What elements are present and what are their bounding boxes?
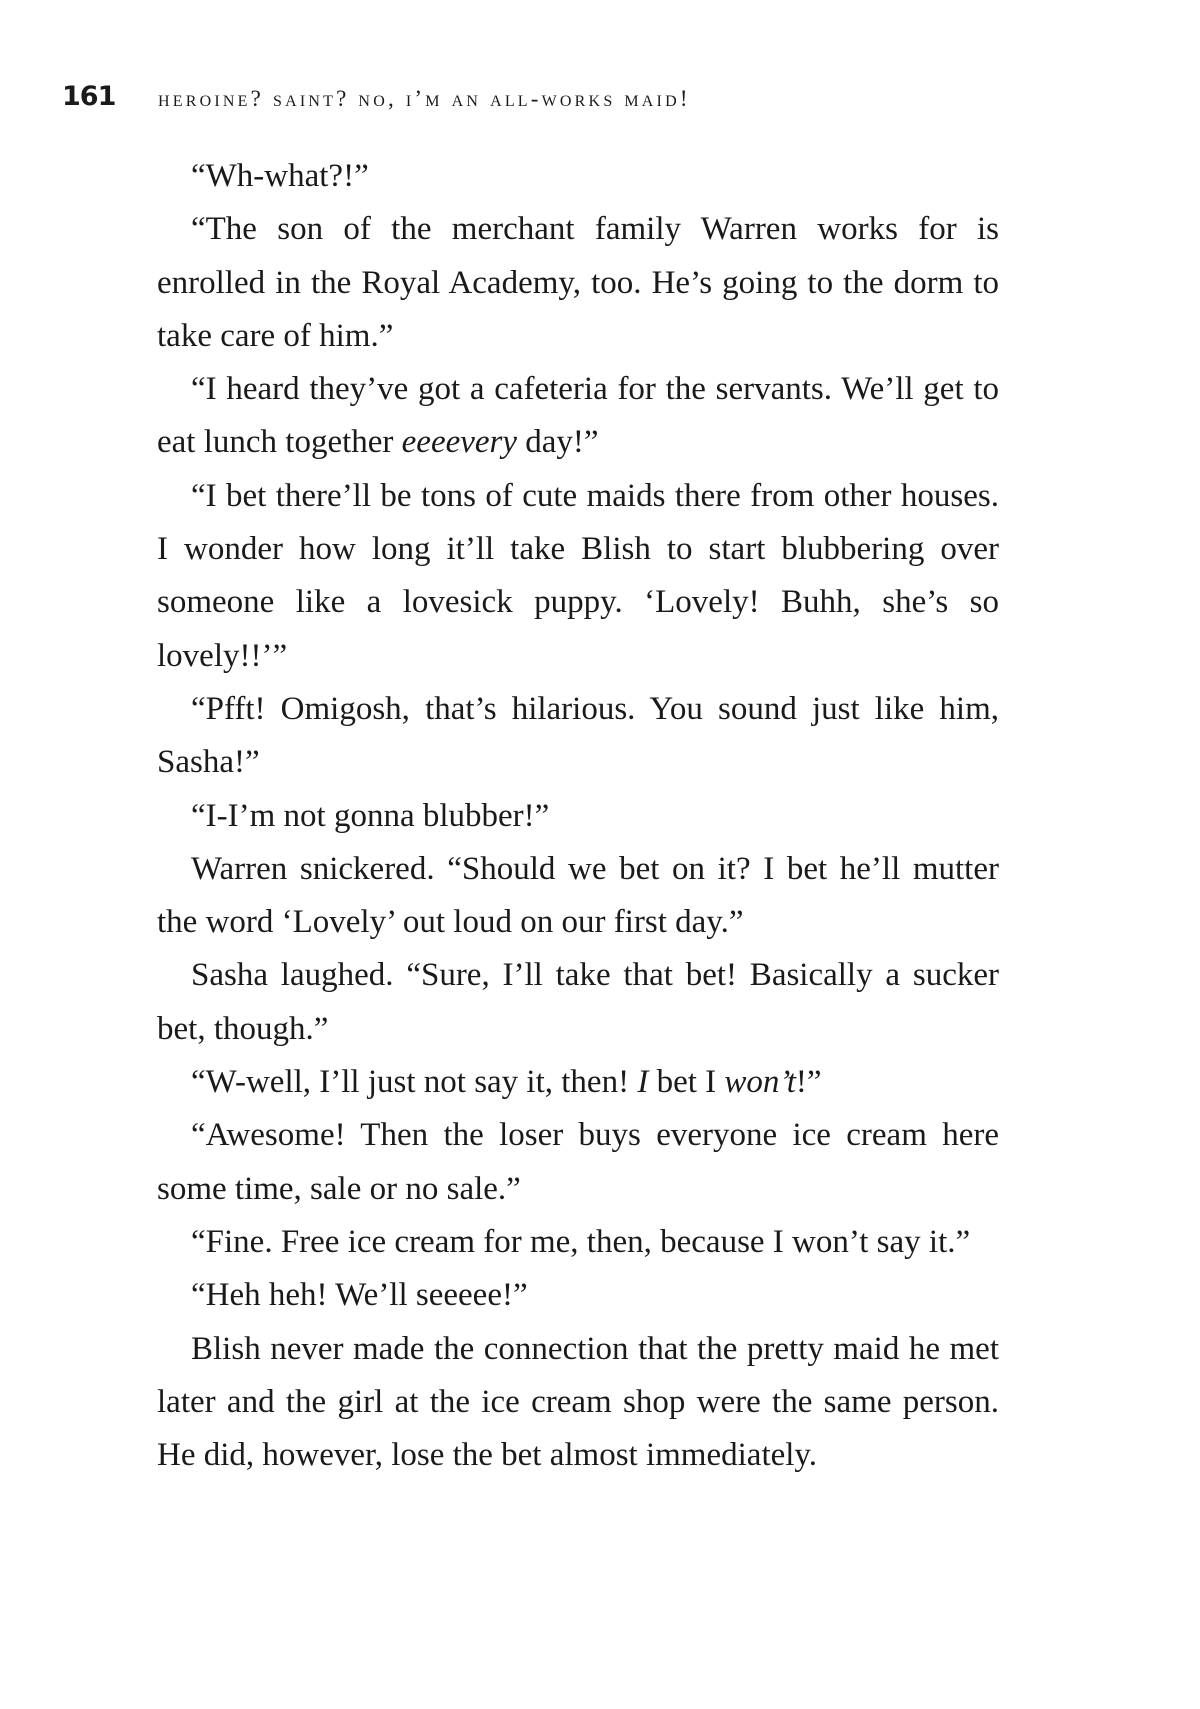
- paragraph: [157, 1056, 999, 1109]
- paragraph-text: “Heh heh! We’ll seeeee!”: [191, 1277, 528, 1314]
- paragraph: [157, 790, 999, 843]
- paragraph-text: day!”: [517, 424, 599, 461]
- paragraph-text: Warren snickered. “Should we bet on it? I bet he’ll mutter the word ‘Lovely’ out loud on our first day.”: [157, 850, 999, 941]
- paragraph-text: “I-I’m not gonna blubber!”: [191, 797, 550, 834]
- paragraph-text: “Awesome! Then the loser buys everyone ice cream here some time, sale or no sale.”: [157, 1117, 999, 1207]
- paragraph-text: “I bet there’ll be tons of cute maids there from other houses. I wonder how long it’ll take Blish to start blubbering over someone like a lovesick puppy. ‘Lovely! Buhh, she’s so lovely!!’”: [157, 477, 999, 674]
- paragraph: [157, 150, 999, 203]
- paragraph: [157, 683, 999, 790]
- body-text: [157, 150, 999, 1482]
- emphasis-text: won’t: [724, 1064, 796, 1101]
- paragraph: [157, 1269, 999, 1322]
- paragraph-text: “Wh-what?!”: [191, 158, 369, 194]
- paragraph: [157, 949, 999, 1056]
- paragraph: [157, 1109, 999, 1216]
- paragraph-text: !”: [795, 1064, 822, 1101]
- page-number: 161: [62, 81, 116, 112]
- paragraph: [157, 1323, 999, 1483]
- paragraph: [157, 470, 999, 683]
- paragraph-text: Sasha laughed. “Sure, I’ll take that bet! Basically a sucker bet, though.”: [157, 957, 999, 1047]
- paragraph-text: “I heard they’ve got a cafeteria for the servants. We’ll get to eat lunch together: [157, 371, 999, 461]
- paragraph-text: “Fine. Free ice cream for me, then, because I won’t say it.”: [191, 1223, 971, 1260]
- paragraph: [157, 843, 999, 950]
- paragraph: [157, 363, 999, 470]
- emphasis-text: eeeevery: [401, 424, 518, 461]
- paragraph-text: “The son of the merchant family Warren works for is enrolled in the Royal Academy, too. He’s going to the dorm to take care of him.”: [157, 211, 999, 354]
- emphasis-text: I: [637, 1064, 649, 1101]
- paragraph-text: Blish never made the connection that the pretty maid he met later and the girl at the ice cream shop were the same person. He did, however, lose the bet almost immediately.: [157, 1330, 999, 1474]
- running-header: [62, 78, 1142, 118]
- paragraph-text: “Pfft! Omigosh, that’s hilarious. You sound just like him, Sasha!”: [157, 690, 999, 781]
- paragraph-text: “W-well, I’ll just not say it, then!: [191, 1064, 638, 1101]
- running-title: heroine? saint? no, i’m an all-works maid!: [158, 86, 691, 111]
- paragraph: [157, 203, 999, 363]
- paragraph-text: bet I: [648, 1064, 725, 1101]
- paragraph: [157, 1216, 999, 1269]
